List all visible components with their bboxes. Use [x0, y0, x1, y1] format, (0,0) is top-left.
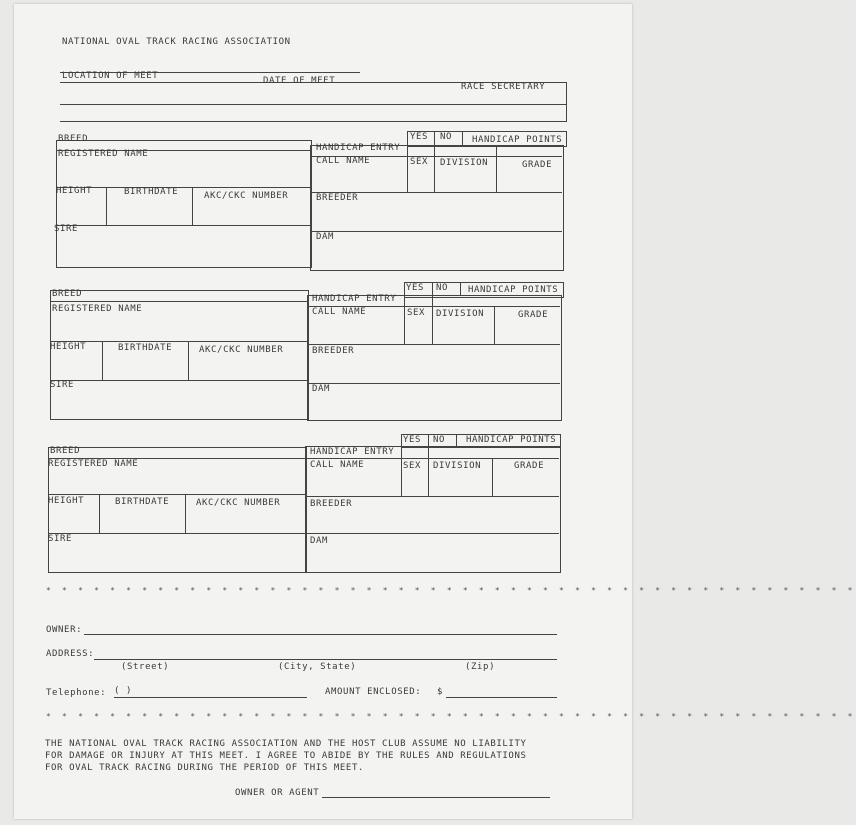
dam-field[interactable]: DAM [316, 232, 335, 242]
row-line [310, 231, 562, 232]
div-line [496, 145, 497, 192]
grade-field[interactable]: GRADE [522, 160, 553, 170]
registered-name-field[interactable]: REGISTERED NAME [52, 304, 143, 314]
div-line [102, 341, 103, 380]
division-field[interactable]: DIVISION [440, 158, 489, 168]
breed-field[interactable]: BREED [50, 446, 81, 456]
birthdate-field[interactable]: BIRTHDATE [115, 497, 170, 507]
division-field[interactable]: DIVISION [436, 309, 485, 319]
row-line [50, 380, 307, 381]
yes-checkbox[interactable]: YES [410, 132, 429, 142]
height-field[interactable]: HEIGHT [50, 342, 87, 352]
breed-field[interactable]: BREED [52, 289, 83, 299]
div-line [492, 458, 493, 496]
sire-field[interactable]: SIRE [54, 224, 79, 234]
no-checkbox[interactable]: NO [433, 435, 446, 445]
location-of-meet-label[interactable]: LOCATION OF MEET [62, 71, 159, 81]
registered-name-field[interactable]: REGISTERED NAME [48, 459, 139, 469]
star-separator-top: * * * * * * * * * * * * * * * * * * * * * * * * * * * * * * * * * * * * * * * * * * * * * * * * * * * [46, 586, 856, 595]
div-line [428, 434, 429, 496]
row-line [307, 344, 560, 345]
div-line [434, 131, 435, 192]
division-field[interactable]: DIVISION [433, 461, 482, 471]
amount-enclosed-label: AMOUNT ENCLOSED: [325, 687, 422, 697]
city-state-caption: (City, State) [278, 662, 357, 672]
div-line [401, 446, 402, 496]
disclaimer-line-1: THE NATIONAL OVAL TRACK RACING ASSOCIATION AND THE HOST CLUB ASSUME NO LIABILITY [45, 739, 527, 749]
row-line [307, 383, 560, 384]
signature-input[interactable] [322, 797, 550, 798]
sex-field[interactable]: SEX [407, 308, 426, 318]
owner-label: OWNER: [46, 625, 83, 635]
sire-field[interactable]: SIRE [48, 534, 73, 544]
call-name-field[interactable]: CALL NAME [312, 307, 367, 317]
race-secretary-label[interactable]: RACE SECRETARY [461, 82, 546, 92]
yes-checkbox[interactable]: YES [406, 283, 425, 293]
row-line [56, 225, 310, 226]
dam-field[interactable]: DAM [310, 536, 329, 546]
association-title: NATIONAL OVAL TRACK RACING ASSOCIATION [62, 37, 291, 47]
sex-field[interactable]: SEX [410, 157, 429, 167]
handicap-entry-label: HANDICAP ENTRY [312, 294, 397, 304]
div-line [456, 434, 457, 446]
div-line [404, 296, 405, 344]
div-line [185, 494, 186, 533]
handicap-entry-label: HANDICAP ENTRY [316, 143, 401, 153]
row-line [50, 301, 307, 302]
no-checkbox[interactable]: NO [436, 283, 449, 293]
breeder-field[interactable]: BREEDER [316, 193, 359, 203]
birthdate-field[interactable]: BIRTHDATE [118, 343, 173, 353]
amount-input[interactable] [446, 697, 557, 698]
dollar-sign: $ [437, 687, 444, 697]
div-line [462, 131, 463, 145]
breeder-field[interactable]: BREEDER [312, 346, 355, 356]
call-name-field[interactable]: CALL NAME [310, 460, 365, 470]
call-name-field[interactable]: CALL NAME [316, 156, 371, 166]
row-line [48, 494, 305, 495]
row-line [305, 533, 559, 534]
telephone-label: Telephone: [46, 688, 107, 698]
dam-field[interactable]: DAM [312, 384, 331, 394]
meet-info-mid-line [60, 104, 566, 105]
address-input[interactable] [94, 659, 557, 660]
row-line [50, 341, 307, 342]
street-caption: (Street) [121, 662, 170, 672]
disclaimer-line-2: FOR DAMAGE OR INJURY AT THIS MEET. I AGREE TO ABIDE BY THE RULES AND REGULATIONS [45, 751, 527, 761]
div-line [99, 494, 100, 533]
breeder-field[interactable]: BREEDER [310, 499, 353, 509]
div-line [494, 306, 495, 344]
entry-left-box [56, 140, 312, 268]
row-line [56, 187, 310, 188]
date-of-meet-label[interactable]: DATE OF MEET [263, 76, 336, 86]
div-line [432, 282, 433, 344]
div-line [192, 187, 193, 225]
zip-caption: (Zip) [465, 662, 496, 672]
row-line [305, 496, 559, 497]
handicap-entry-label: HANDICAP ENTRY [310, 447, 395, 457]
telephone-area-code[interactable]: ( ) [114, 686, 133, 696]
sex-field[interactable]: SEX [403, 461, 422, 471]
registered-name-field[interactable]: REGISTERED NAME [58, 149, 149, 159]
disclaimer-line-3: FOR OVAL TRACK RACING DURING THE PERIOD OF THIS MEET. [45, 763, 364, 773]
akc-ckc-number-field[interactable]: AKC/CKC NUMBER [199, 345, 284, 355]
birthdate-field[interactable]: BIRTHDATE [124, 187, 179, 197]
handicap-points-field[interactable]: HANDICAP POINTS [468, 285, 559, 295]
akc-ckc-number-field[interactable]: AKC/CKC NUMBER [196, 498, 281, 508]
height-field[interactable]: HEIGHT [48, 496, 85, 506]
akc-ckc-number-field[interactable]: AKC/CKC NUMBER [204, 191, 289, 201]
div-line [407, 145, 408, 192]
div-line [460, 282, 461, 296]
star-separator-bottom: * * * * * * * * * * * * * * * * * * * * * * * * * * * * * * * * * * * * * * * * * * * * * * * * * * * [46, 712, 856, 721]
sire-field[interactable]: SIRE [50, 380, 75, 390]
row-line [48, 533, 305, 534]
owner-or-agent-label: OWNER OR AGENT [235, 788, 320, 798]
handicap-points-field[interactable]: HANDICAP POINTS [472, 135, 563, 145]
handicap-points-field[interactable]: HANDICAP POINTS [466, 435, 557, 445]
grade-field[interactable]: GRADE [514, 461, 545, 471]
telephone-input[interactable] [114, 697, 307, 698]
breed-field[interactable]: BREED [58, 134, 89, 144]
yes-checkbox[interactable]: YES [403, 435, 422, 445]
height-field[interactable]: HEIGHT [56, 186, 93, 196]
row-line [305, 458, 559, 459]
grade-field[interactable]: GRADE [518, 310, 549, 320]
div-line [188, 341, 189, 380]
div-line [106, 187, 107, 225]
no-checkbox[interactable]: NO [440, 132, 453, 142]
address-label: ADDRESS: [46, 649, 95, 659]
owner-input[interactable] [84, 634, 557, 635]
